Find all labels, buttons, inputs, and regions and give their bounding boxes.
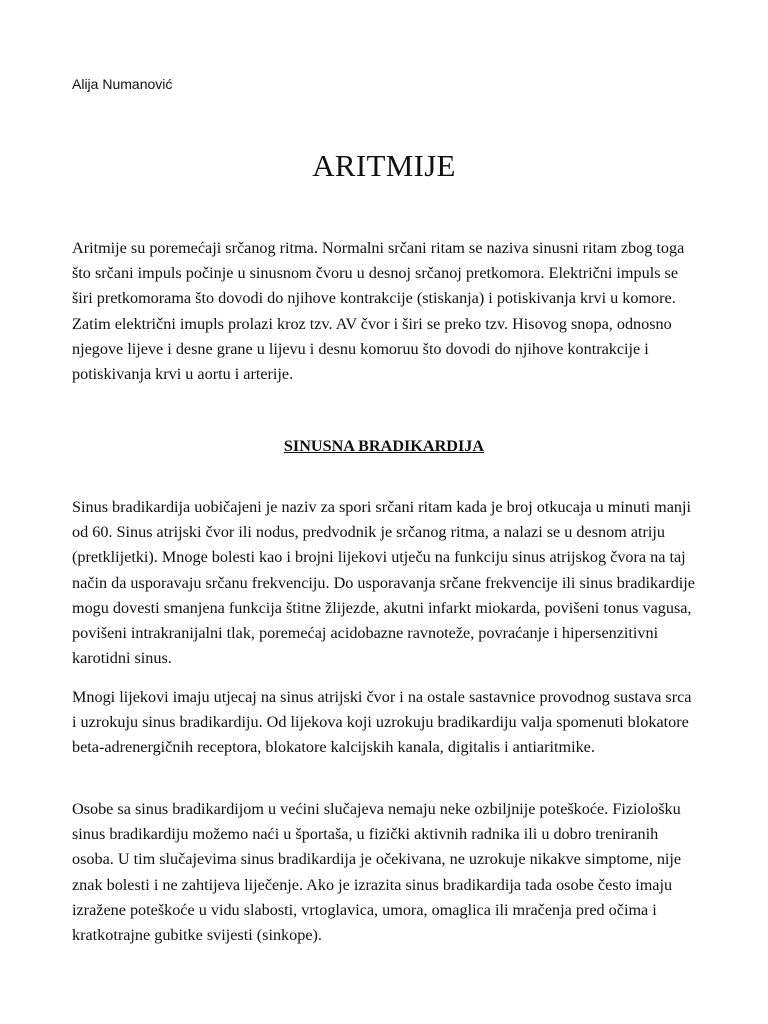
body-paragraph-2: Mnogi lijekovi imaju utjecaj na sinus atrijski čvor i na ostale sastavnice provodnog sustava srca i uzrokuju sinus bradikardiju. Od lijekova koji uzrokuju bradikardiju valja spomenuti blokatore beta-adrenergičnih receptora, blokatore kalcijskih kanala, digitalis i antiaritmike.: [72, 688, 692, 757]
body-paragraph-3: Osobe sa sinus bradikardijom u većini slučajeva nemaju neke ozbiljnije poteškoće. Fiziološku sinus bradikardiju možemo naći u športaša, u fizički aktivnih radnika ili u dobro treniranih osoba. U tim slučajevima sinus bradikardija je očekivana, ne uzrokuje nikakve simptome, nije znak bolesti i ne zahtijeva liječenje. Ako je izrazita sinus bradikardija tada osobe često imaju izražene poteškoće u vidu slabosti, vrtoglavica, umora, omaglica ili mračenja pred očima i kratkotrajne gubitke svijesti (sinkope).: [72, 800, 682, 945]
document-title: ARITMIJE: [312, 148, 456, 183]
body-paragraph-1: Sinus bradikardija uobičajeni je naziv za spori srčani ritam kada je broj otkucaja u minuti manji od 60. Sinus atrijski čvor ili nodus, predvodnik je srčanog ritma, a nalazi se u desnom atriju (pretklijetki). Mnoge bolesti kao i brojni lijekovi utječu na funkciju sinus atrijskog čvora na taj način da usporavaju srčanu frekvenciju. Do usporavanja srčane frekvencije ili sinus bradikardije mogu dovesti smanjena funkcija štitne žlijezde, akutni infarkt miokarda, povišeni tonus vagusa, povišeni intrakranijalni tlak, poremećaj acidobazne ravnoteže, povraćanje i hipersenzitivni karotidni sinus.: [72, 498, 695, 668]
section-heading: SINUSNA BRADIKARDIJA: [283, 437, 485, 455]
author-name: Alija Numanović: [72, 76, 173, 92]
intro-paragraph: Aritmije su poremećaji srčanog ritma. Normalni srčani ritam se naziva sinusni ritam zbog toga što srčani impuls počinje u sinusnom čvoru u desnoj srčanoj pretkomora. Električni impuls se širi pretkomorama što dovodi do njihove kontrakcije (stiskanja) i potiskivanja krvi u komore. Zatim električni imupls prolazi kroz tzv. AV čvor i širi se preko tzv. Hisovog snopa, odnosno njegove lijeve i desne grane u lijevu i desnu komoruu što dovodi do njihove kontrakcije i potiskivanja krvi u aortu i arterije.: [72, 239, 685, 384]
